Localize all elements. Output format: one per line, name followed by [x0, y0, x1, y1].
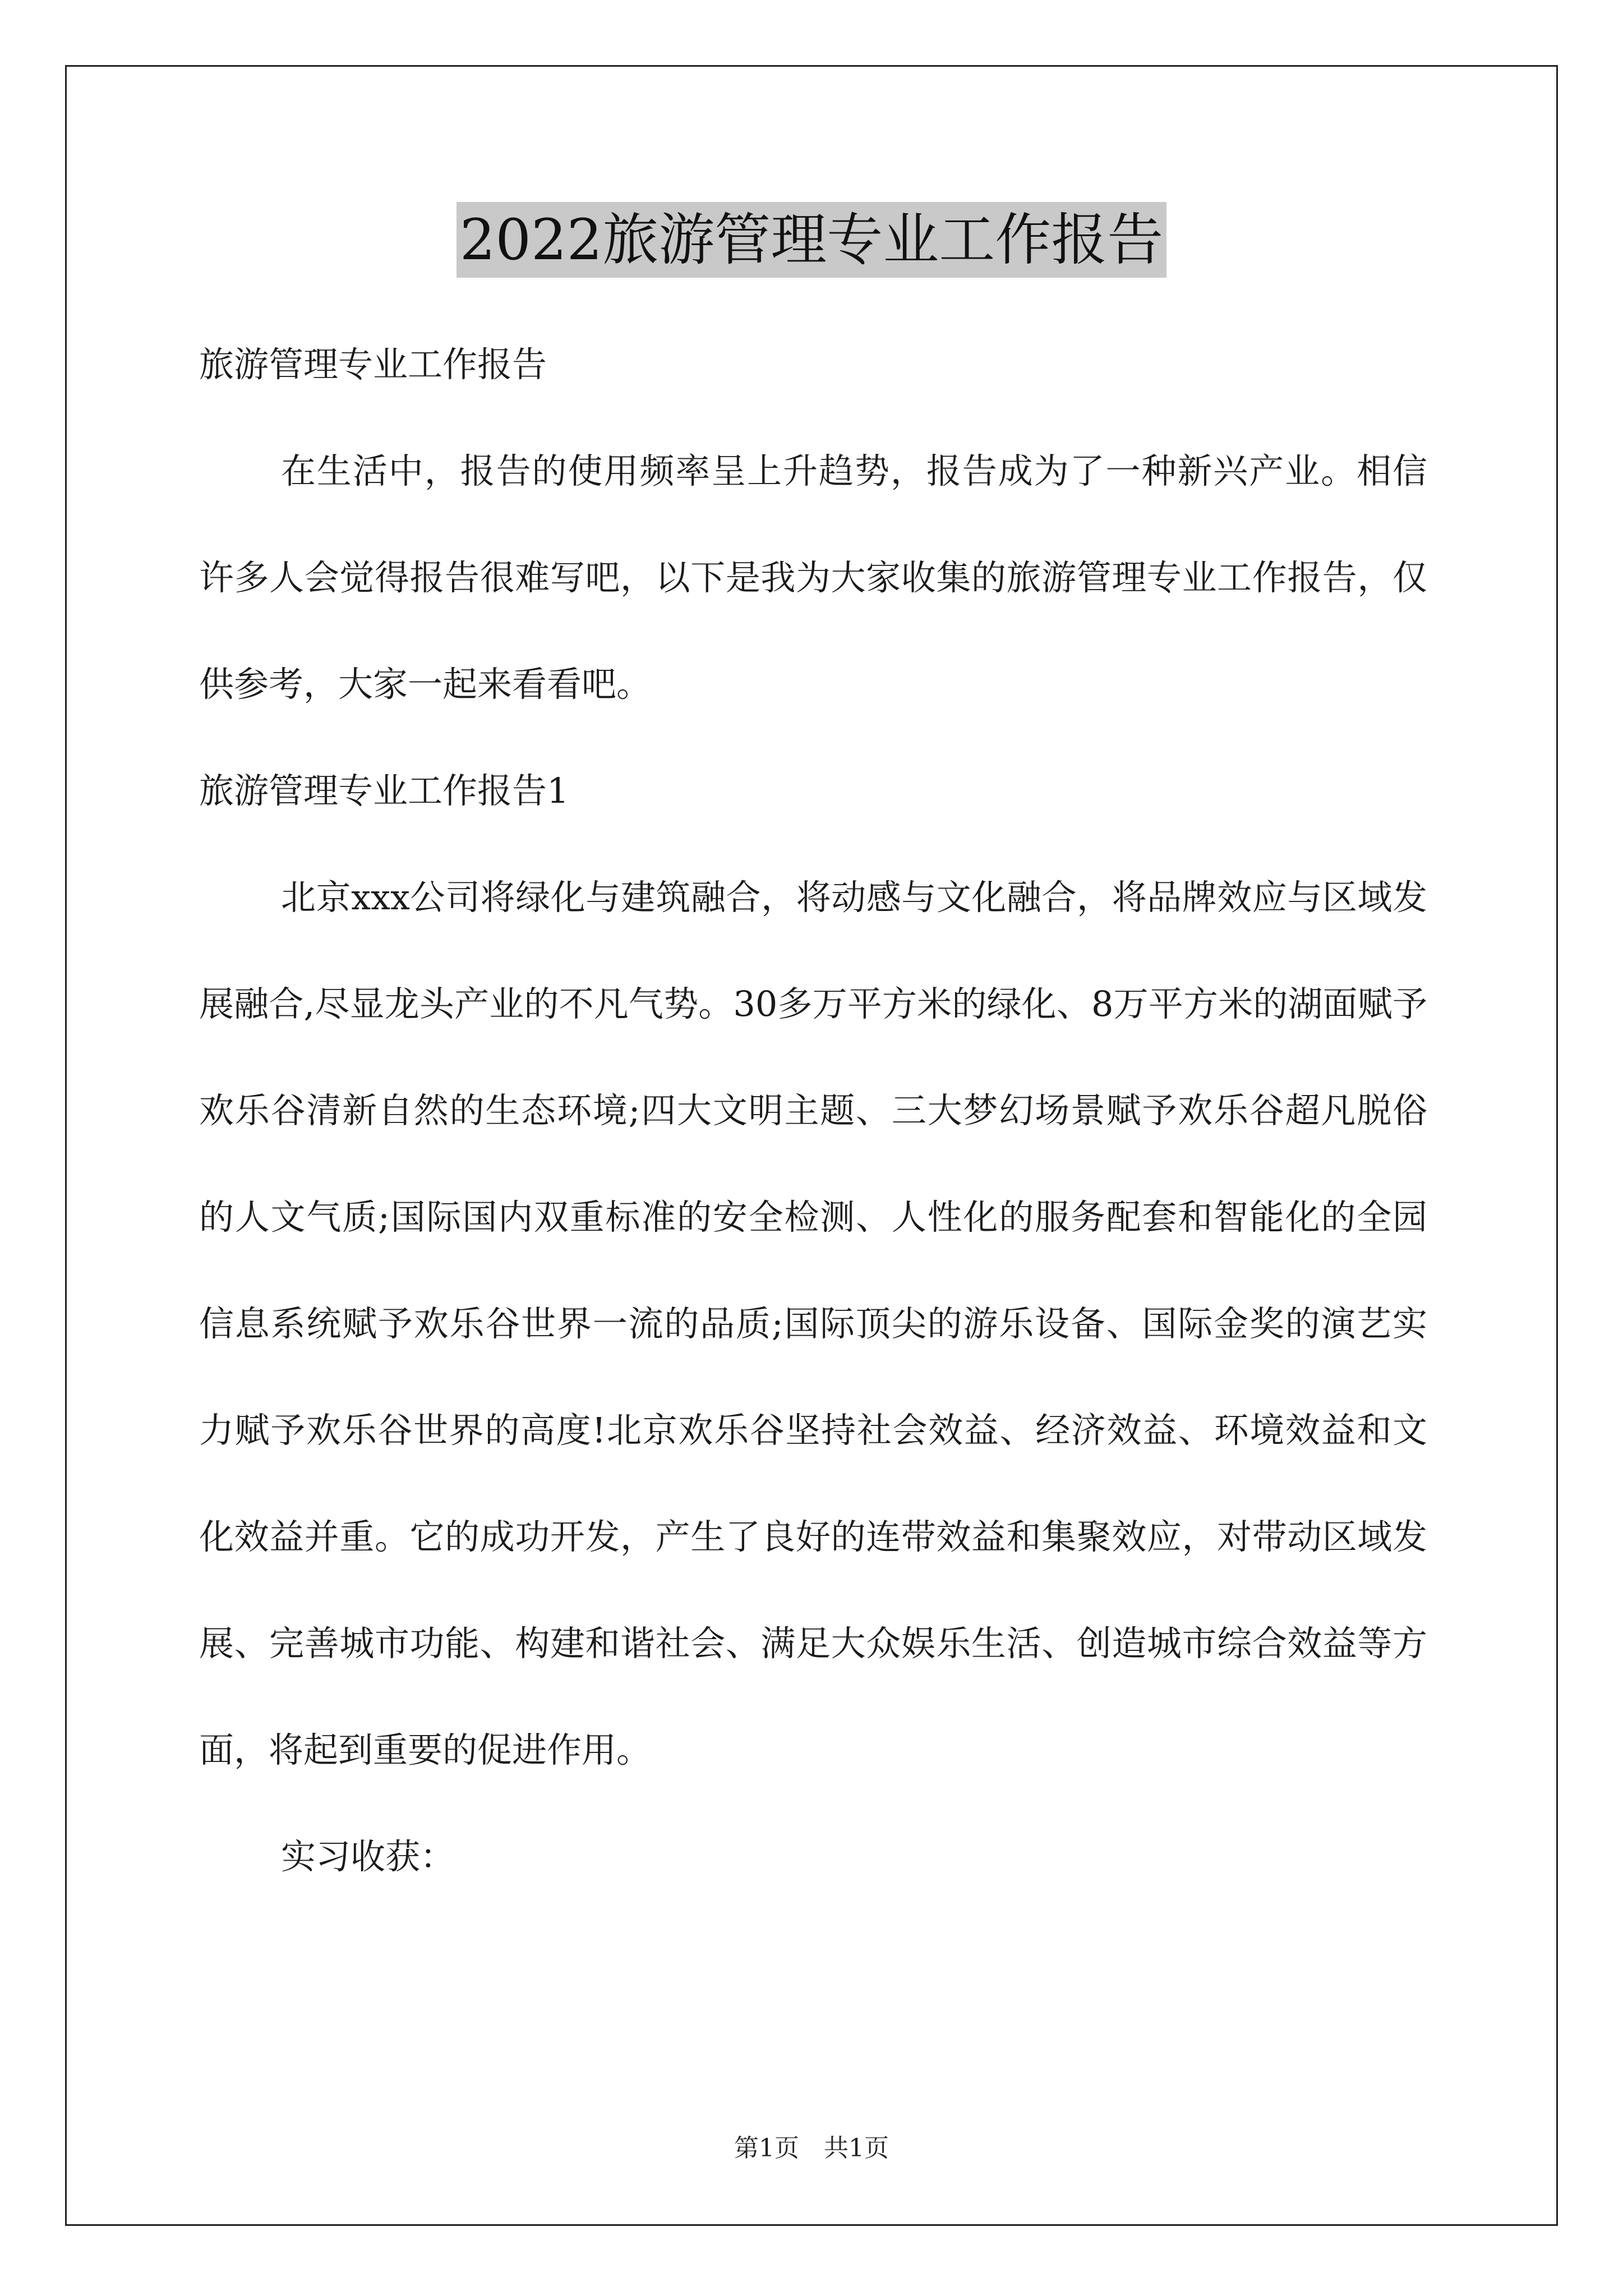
- intro-paragraph: 在生活中，报告的使用频率呈上升趋势，报告成为了一种新兴产业。相信许多人会觉得报告很难写吧，以下是我为大家收集的旅游管理专业工作报告，仅供参考，大家一起来看看吧。: [199, 450, 1427, 705]
- document-title: 2022旅游管理专业工作报告: [457, 202, 1167, 278]
- section-heading: 旅游管理专业工作报告1: [199, 770, 569, 811]
- page-footer: 第1页 共1页: [734, 2134, 889, 2162]
- document-title-wrap: [0, 202, 1623, 278]
- document-subtitle: 旅游管理专业工作报告: [199, 344, 547, 385]
- document-body: [199, 311, 1427, 1910]
- subheading-harvest: 实习收获：: [281, 1836, 455, 1877]
- body-paragraph: 北京xxx公司将绿化与建筑融合，将动感与文化融合，将品牌效应与区域发展融合,尽显龙头产业的不凡气势。30多万平方米的绿化、8万平方米的湖面赋予欢乐谷清新自然的生态环境;四大文明主题、三大梦幻场景赋予欢乐谷超凡脱俗的人文气质;国际国内双重标准的安全检测、人性化的服务配套和智能化的全园信息系统赋予欢乐谷世界一流的品质;国际顶尖的游乐设备、国际金奖的演艺实力赋予欢乐谷世界的高度!北京欢乐谷坚持社会效益、经济效益、环境效益和文化效益并重。它的成功开发，产生了良好的连带效益和集聚效应，对带动区域发展、完善城市功能、构建和谐社会、满足大众娱乐生活、创造城市综合效益等方面，将起到重要的促进作用。: [199, 877, 1427, 1770]
